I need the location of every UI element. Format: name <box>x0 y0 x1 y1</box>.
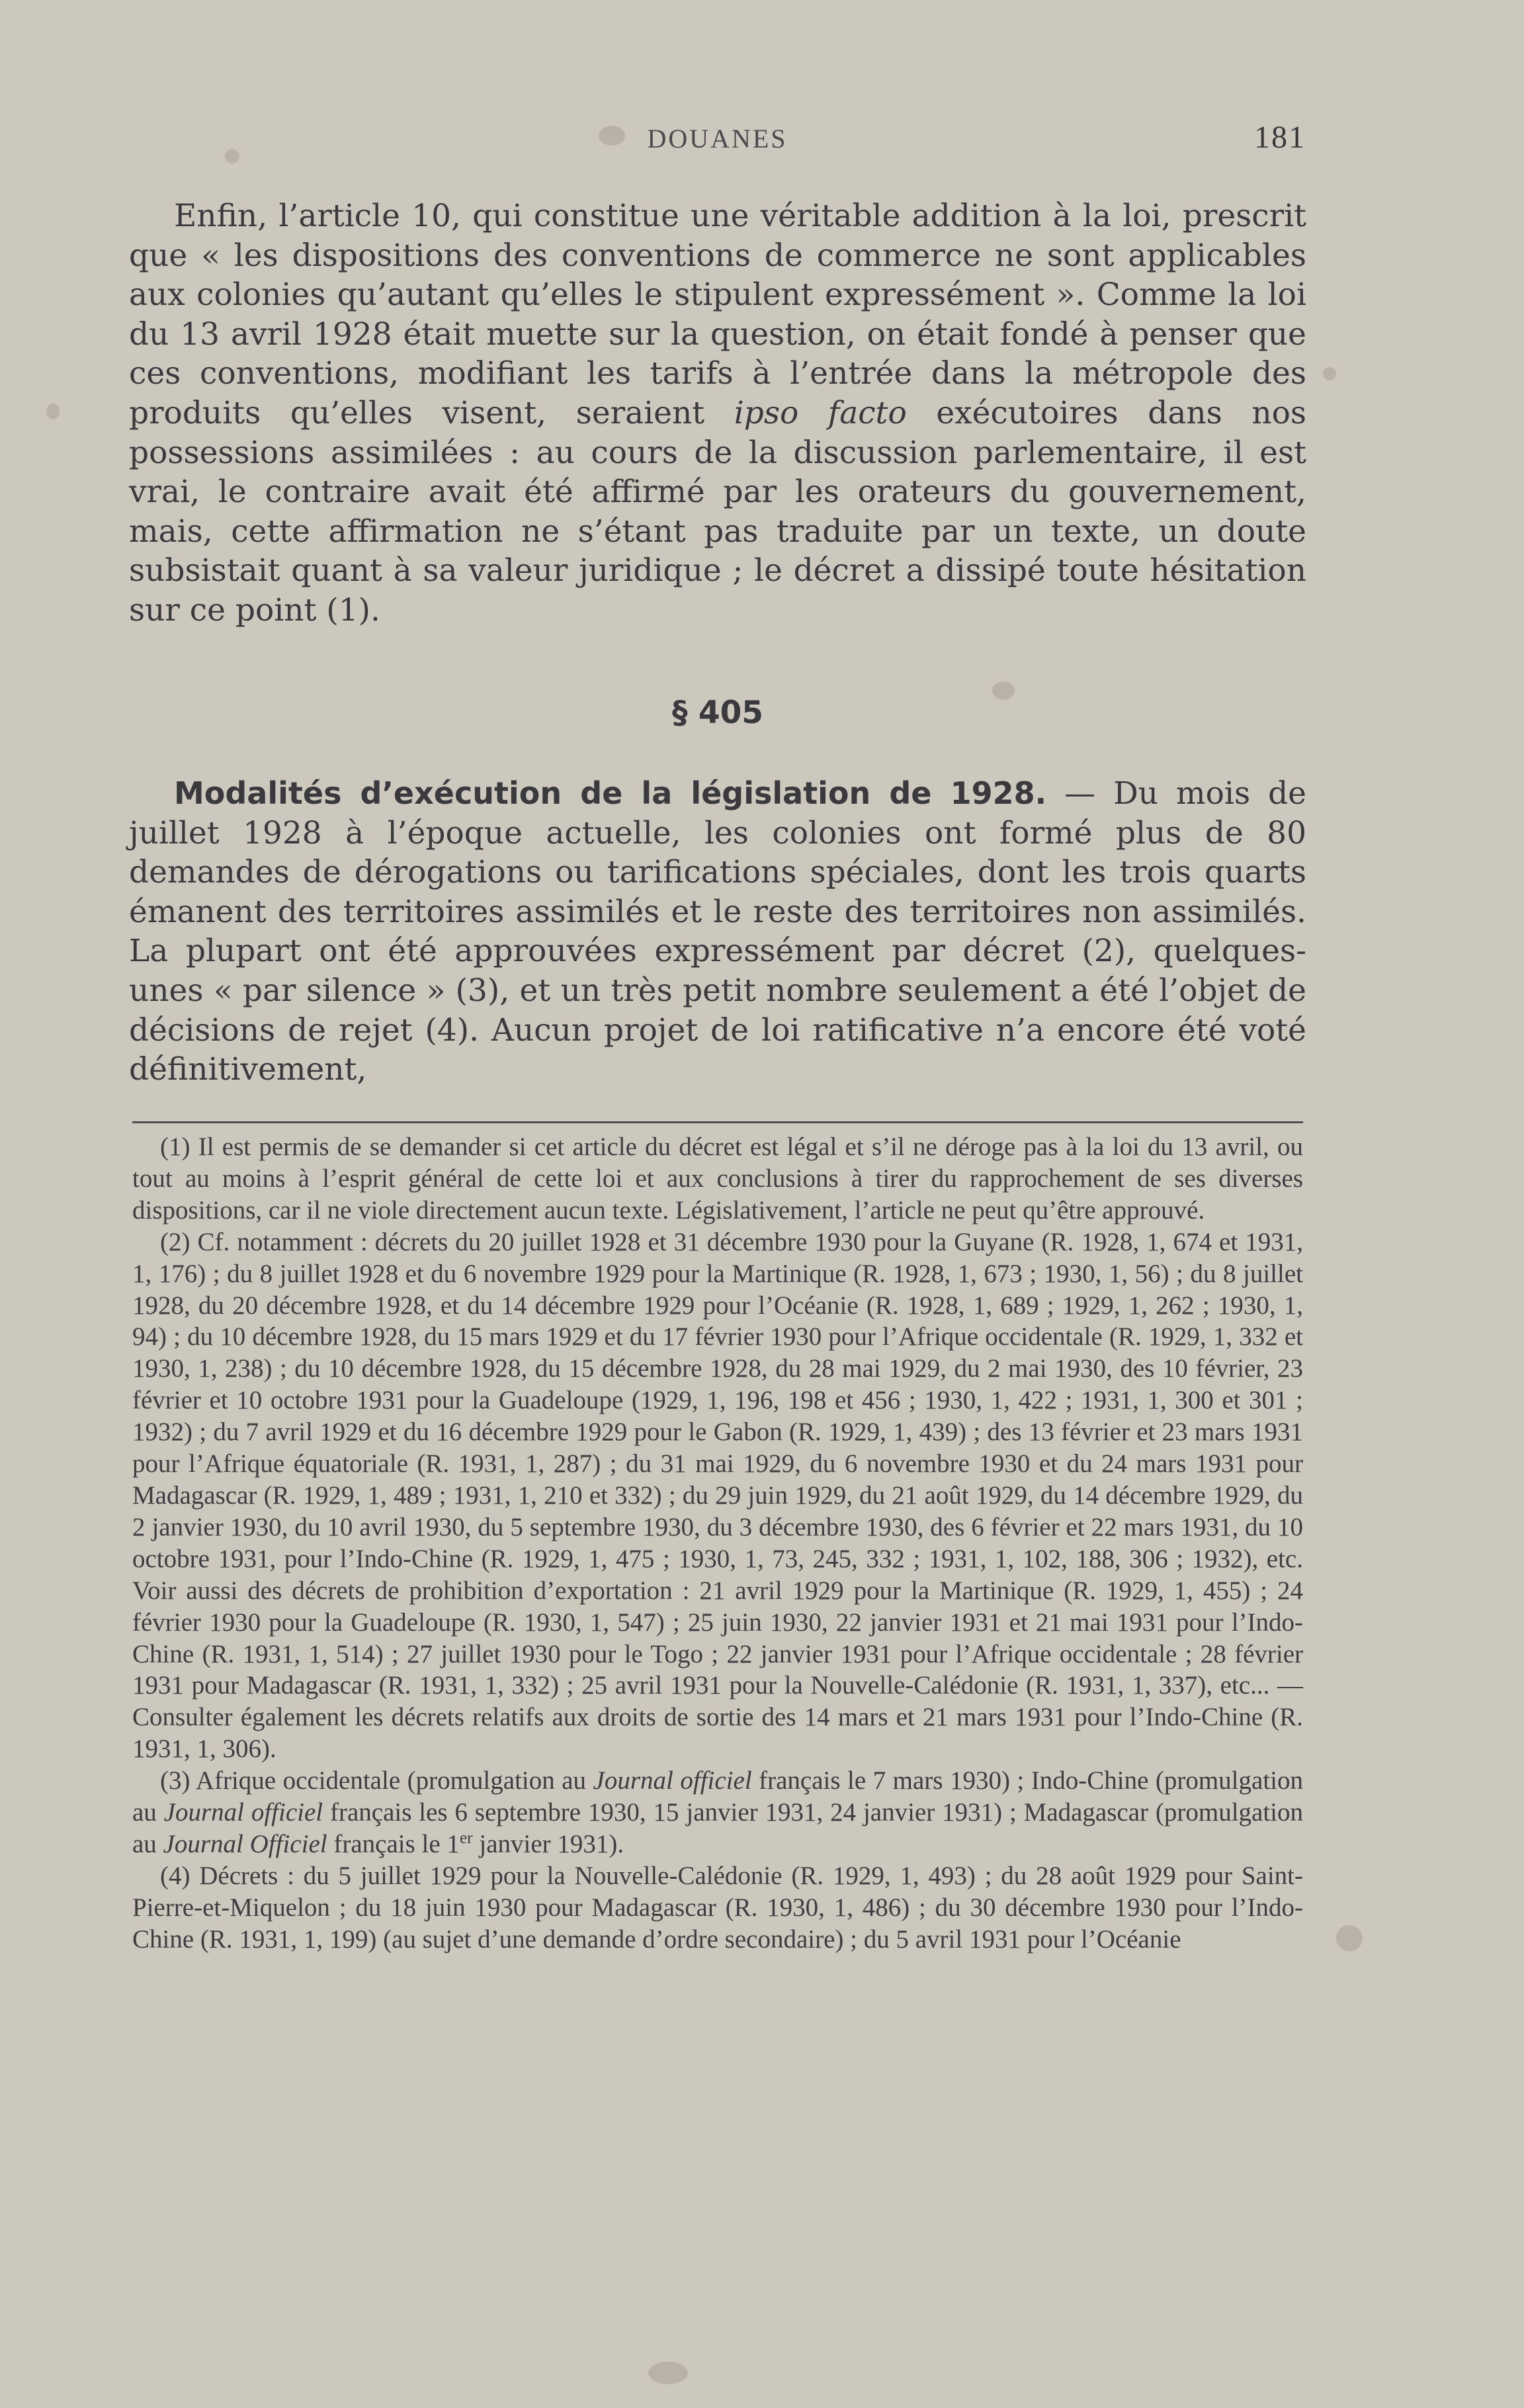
footnote-number: (3) <box>160 1766 190 1795</box>
paper-stain <box>1336 1925 1363 1952</box>
superscript: er <box>459 1828 473 1847</box>
paragraph-modalites <box>129 774 1306 1090</box>
italic-term: ipso facto <box>734 394 907 431</box>
footnote-divider <box>132 1121 1303 1123</box>
journal-title: Journal officiel <box>163 1798 323 1827</box>
footnote-text: français le 7 mars 1930) ; Indo-Chine (promulgation au <box>132 1766 1303 1827</box>
footnote-number: (2) <box>160 1227 190 1256</box>
paragraph-text: exécutoires dans nos possessions assimilées : au cours de la discussion parlementaire, il est vrai, le contraire avait été affirmé par les orateurs du gouvernement, mais, cette affirmation ne s’étant pas traduite par un texte, un doute subsistait quant à sa valeur juridique ; le décret a dissipé toute hésitation sur ce point (1). <box>129 394 1307 628</box>
paragraph-text: — Du mois de juillet 1928 à l’époque actuelle, les colonies ont formé plus de 80 demandes de dérogations ou tarifications spéciales, dont les trois quarts émanent des territoires assimilés et le reste des territoires non assimilés. La plupart ont été approuvées expressément par décret (2), quelques-unes « par silence » (3), et un très petit nombre seulement a été l’objet de décisions de rejet (4). Aucun projet de loi ratificative n’a encore été voté définitivement, <box>129 775 1306 1088</box>
footnote-number: (4) <box>160 1861 190 1890</box>
footnote-text: français le 1 <box>327 1829 460 1858</box>
section-heading: § 405 <box>672 695 763 731</box>
footnote-2 <box>132 1226 1303 1765</box>
footnote-text: Cf. notamment : décrets du 20 juillet 1928 et 31 décembre 1930 pour la Guyane (R. 1928, 1, 674 et 1931, 1, 176) ; du 8 juillet 1928 et du 6 novembre 1929 pour la Martinique (R. 1928, 1, 673 ; 1930, 1, 56) ; du 8 juillet 1928, du 20 décembre 1928, et du 14 décembre 1929 pour l’Océanie (R. 1928, 1, 689 ; 1929, 1, 262 ; 1930, 1, 94) ; du 10 décembre 1928, du 15 mars 1929 et du 17 février 1930 pour l’Afrique occidentale (R. 1929, 1, 332 et 1930, 1, 238) ; du 10 décembre 1928, du 15 décembre 1928, du 28 mai 1929, du 2 mai 1930, des 10 février, 23 février et 10 octobre 1931 pour la Guadeloupe (1929, 1, 196, 198 et 456 ; 1930, 1, 422 ; 1931, 1, 300 et 301 ; 1932) ; du 7 avril 1929 et du 16 décembre 1929 pour le Gabon (R. 1929, 1, 439) ; des 13 février et 23 mars 1931 pour l’Afrique équatoriale (R. 1931, 1, 287) ; du 31 mai 1929, du 6 novembre 1930 et du 24 mars 1931 pour Madagascar (R. 1929, 1, 489 ; 1931, 1, 210 et 332) ; du 29 juin 1929, du 21 août 1929, du 14 décembre 1929, du 2 janvier 1930, du 10 avril 1930, du 5 septembre 1930, du 3 décembre 1930, des 6 février et 22 mars 1931, du 10 octobre 1931, pour l’Indo-Chine (R. 1929, 1, 475 ; 1930, 1, 73, 245, 332 ; 1931, 1, 102, 188, 306 ; 1932), etc. Voir aussi des décrets de prohibition d’exportation : 21 avril 1929 pour la Martinique (R. 1929, 1, 455) ; 24 février 1930 pour la Guadeloupe (R. 1930, 1, 547) ; 25 juin 1930, 22 janvier 1931 et 21 mai 1931 pour l’Indo-Chine (R. 1931, 1, 514) ; 27 juillet 1930 pour le Togo ; 22 janvier 1931 pour l’Afrique occidentale ; 28 février 1931 pour Madagascar (R. 1931, 1, 332) ; 25 avril 1931 pour la Nouvelle-Calédonie (R. 1931, 1, 337), etc... — Consulter également les décrets relatifs aux droits de sortie des 14 mars et 21 mars 1931 pour l’Indo-Chine (R. 1931, 1, 306). <box>132 1227 1303 1764</box>
running-head <box>129 119 1306 159</box>
footnote-text: Il est permis de se demander si cet article du décret est légal et s’il ne déroge pas à la loi du 13 avril, ou tout au moins à l’esprit général de cette loi et aux conclusions à tirer du rapprochement de ses diverses dispositions, car il ne viole directement aucun texte. Législativement, l’article ne peut qu’être approuvé. <box>132 1133 1303 1225</box>
paragraph-text: Enfin, l’article 10, qui constitue une véritable addition à la loi, prescrit que « les dispositions des conventions de commerce ne sont applicables aux colonies qu’autant qu’elles le stipulent expressément ». Comme la loi du 13 avril 1928 était muette sur la question, on était fondé à penser que ces conventions, modifiant les tarifs à l’entrée dans la métropole des produits qu’elles visent, seraient <box>129 198 1306 431</box>
paper-stain <box>1323 367 1336 380</box>
footnote-text: Afrique occidentale (promulgation au <box>190 1766 593 1795</box>
footnote-text: français les 6 septembre 1930, 15 janvier 1931, 24 janvier 1931) ; Madagascar (promulgation au <box>132 1798 1304 1858</box>
footnote-number: (1) <box>160 1133 190 1161</box>
journal-title: Journal Officiel <box>163 1829 327 1858</box>
footnote-text: Décrets : du 5 juillet 1929 pour la Nouvelle-Calédonie (R. 1929, 1, 493) ; du 28 août 1929 pour Saint-Pierre-et-Miquelon ; du 18 juin 1930 pour Madagascar (R. 1930, 1, 486) ; du 30 décembre 1930 pour l’Indo-Chine (R. 1931, 1, 199) (au sujet d’une demande d’ordre secondaire) ; du 5 avril 1931 pour l’Océanie <box>132 1861 1303 1954</box>
footnote-1 <box>132 1131 1303 1226</box>
journal-title: Journal officiel <box>593 1766 752 1795</box>
footnote-3 <box>132 1765 1303 1860</box>
footnote-text: janvier 1931). <box>472 1829 624 1858</box>
footnotes <box>132 1131 1303 1956</box>
paper-stain <box>648 2362 688 2384</box>
run-in-heading: Modalités d’exécution de la législation de 1928. <box>174 775 1047 811</box>
paper-stain <box>46 404 60 419</box>
paragraph-article-10 <box>129 196 1306 630</box>
page-number: 181 <box>1254 120 1306 155</box>
running-title: DOUANES <box>647 124 788 153</box>
footnote-4 <box>132 1860 1303 1956</box>
